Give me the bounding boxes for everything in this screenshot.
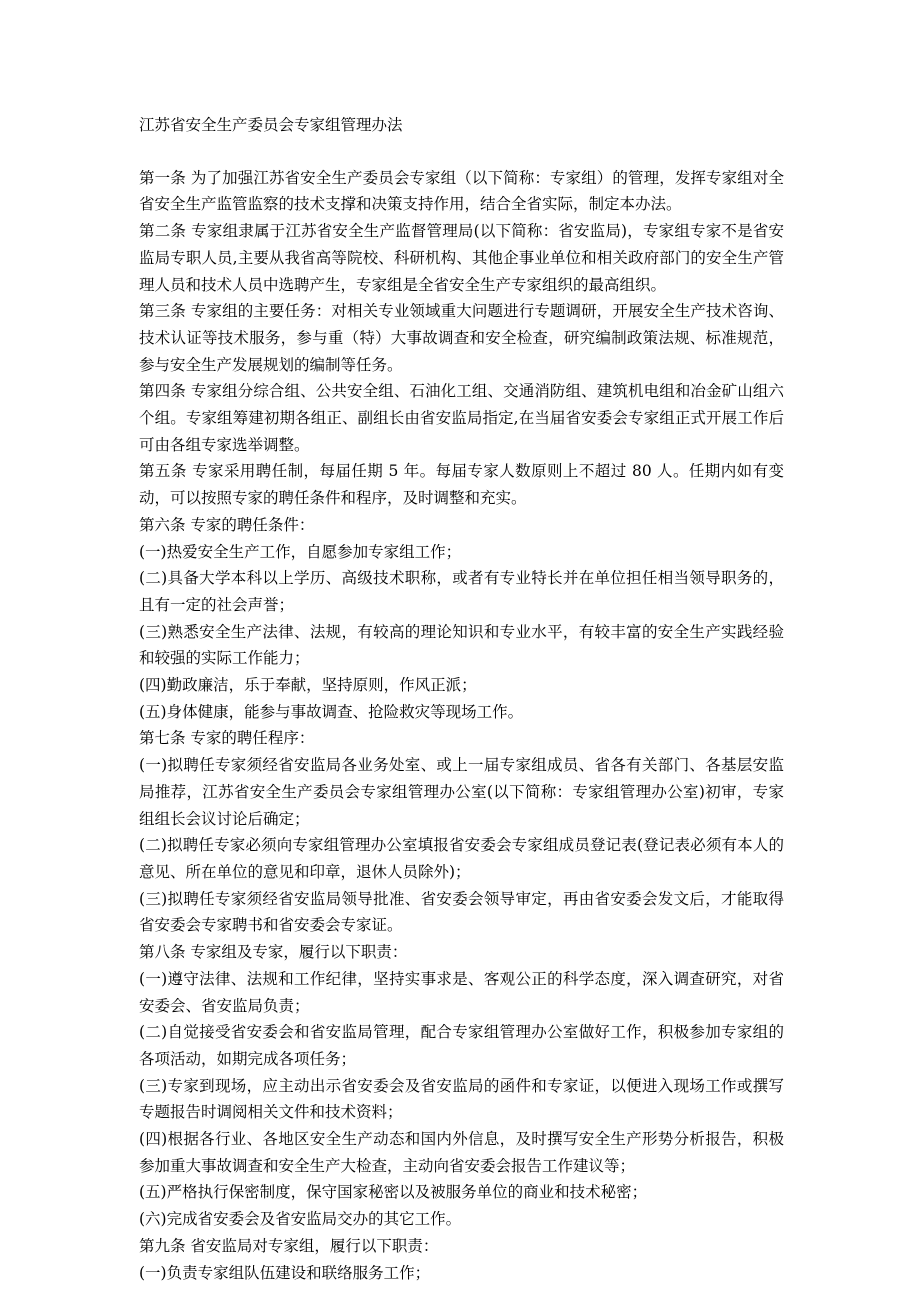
document-paragraph: (一)负责专家组队伍建设和联络服务工作； xyxy=(139,1263,431,1282)
document-paragraph: (四)勤政廉洁，乐于奉献，坚持原则，作风正派； xyxy=(139,676,477,695)
document-paragraph: (六)完成省安委会及省安监局交办的其它工作。 xyxy=(139,1210,462,1229)
document-paragraph: (五)严格执行保密制度，保守国家秘密以及被服务单位的商业和技术秘密； xyxy=(139,1183,648,1202)
document-title: 江苏省安全生产委员会专家组管理办法 xyxy=(139,116,403,134)
document-paragraph: 第六条 专家的聘任条件： xyxy=(139,515,315,534)
document-paragraph: 第一条 为了加强江苏省安全生产委员会专家组（以下简称：专家组）的管理，发挥专家组对全省安全生产监管监察的技术支撑和决策支持作用，结合全省实际，制定本办法。 xyxy=(139,168,784,214)
document-paragraph: (三)拟聘任专家须经省安监局领导批准、省安委会领导审定，再由省安委会发文后，才能取得省安委会专家聘书和省安委会专家证。 xyxy=(139,889,784,935)
document-paragraph: (五)身体健康，能参与事故调查、抢险救灾等现场工作。 xyxy=(139,702,524,721)
document-paragraph: 第二条 专家组隶属于江苏省安全生产监督管理局(以下简称：省安监局)，专家组专家不是省安监局专职人员,主要从我省高等院校、科研机构、其他企事业单位和相关政府部门的安全生产管理人员和技术人员中选聘产生，专家组是全省安全生产专家组织的最高组织。 xyxy=(139,222,784,294)
document-paragraph: (四)根据各行业、各地区安全生产动态和国内外信息，及时撰写安全生产形势分析报告，积极参加重大事故调查和安全生产大检查，主动向省安委会报告工作建议等； xyxy=(139,1130,784,1175)
document-paragraph: (二)拟聘任专家必须向专家组管理办公室填报省安委会专家组成员登记表(登记表必须有本人的意见、所在单位的意见和印章，退休人员除外)； xyxy=(139,836,784,881)
document-paragraph: (一)热爱安全生产工作，自愿参加专家组工作； xyxy=(139,542,462,561)
document-paragraph: 第八条 专家组及专家，履行以下职责： xyxy=(139,943,408,962)
document-body xyxy=(139,165,784,1287)
document-paragraph: (二)具备大学本科以上学历、高级技术职称，或者有专业特长并在单位担任相当领导职务的，且有一定的社会声誉； xyxy=(139,569,784,614)
document-paragraph: (三)熟悉安全生产法律、法规，有较高的理论知识和专业水平，有较丰富的安全生产实践经验和较强的实际工作能力； xyxy=(139,622,784,668)
document-paragraph: 第七条 专家的聘任程序： xyxy=(139,729,315,748)
document-paragraph: 第三条 专家组的主要任务：对相关专业领域重大问题进行专题调研，开展安全生产技术咨询、技术认证等技术服务，参与重（特）大事故调查和安全检查，研究编制政策法规、标准规范，参与安全生产发展规划的编制等任务。 xyxy=(139,302,784,374)
document-paragraph: 第九条 省安监局对专家组，履行以下职责： xyxy=(139,1236,439,1255)
document-paragraph: (一)拟聘任专家须经省安监局各业务处室、或上一届专家组成员、省各有关部门、各基层安监局推荐，江苏省安全生产委员会专家组管理办公室(以下简称：专家组管理办公室)初审，专家组组长会议讨论后确定； xyxy=(139,756,784,828)
document-paragraph: (三)专家到现场，应主动出示省安委会及省安监局的函件和专家证，以便进入现场工作或撰写专题报告时调阅相关文件和技术资料； xyxy=(139,1076,784,1122)
document-paragraph: 第四条 专家组分综合组、公共安全组、石油化工组、交通消防组、建筑机电组和冶金矿山组六个组。专家组筹建初期各组正、副组长由省安监局指定,在当届省安委会专家组正式开展工作后可由各组专家选举调整。 xyxy=(139,382,784,454)
document-paragraph: 第五条 专家采用聘任制，每届任期 5 年。每届专家人数原则上不超过 80 人。任期内如有变动，可以按照专家的聘任条件和程序，及时调整和充实。 xyxy=(139,462,784,508)
document-paragraph: (一)遵守法律、法规和工作纪律，坚持实事求是、客观公正的科学态度，深入调查研究，对省安委会、省安监局负责； xyxy=(139,969,784,1015)
document-paragraph: (二)自觉接受省安委会和省安监局管理，配合专家组管理办公室做好工作，积极参加专家组的各项活动，如期完成各项任务； xyxy=(139,1023,784,1068)
document-page xyxy=(139,112,784,1286)
